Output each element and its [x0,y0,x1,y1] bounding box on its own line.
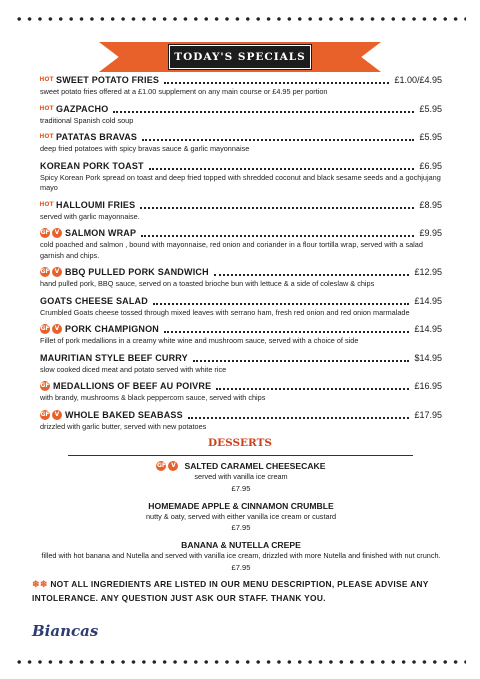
menu-item [40,74,442,98]
dessert-name: HOMEMADE APPLE & CINNAMON CRUMBLE [148,500,334,511]
menu-item-description: served with garlic mayonnaise. [40,211,140,221]
menu-item [40,323,442,347]
dessert-description: nutty & oaty, served with either vanilla ice cream or custard [145,511,337,521]
dessert-name-row [40,539,442,551]
vegetarian-icon: V [52,267,62,277]
dessert-price: £7.95 [231,483,251,493]
dotted-leader [140,201,414,209]
menu-item-description: Fillet of pork medallions in a creamy white wine and mushroom sauce, served with a choice of side [40,336,359,345]
menu-item-name: PORK CHAMPIGNON [65,324,160,334]
menu-item-name: GAZPACHO [56,103,109,114]
menu-item-description: Spicy Korean Pork spread on toast and deep fried topped with shredded coconut and black sesame seeds and a gochjujang mayo [40,172,441,192]
dotted-leader [153,297,410,305]
desserts-divider [68,455,413,456]
desserts-list [40,460,442,579]
menu-item-description: drizzled with garlic butter, served with new potatoes [40,421,207,431]
menu-item-name: SALMON WRAP [65,228,137,238]
dotted-leader [216,382,409,390]
chili-icon: HOT [39,104,54,112]
menu-item-name: MEDALLIONS OF BEEF AU POIVRE [53,381,212,391]
specials-banner [99,42,381,72]
banner-title: TODAY'S SPECIALS [169,45,311,69]
dessert-name: BANANA & NUTELLA CREPE [181,540,301,550]
dessert-name-row [40,460,442,472]
menu-item-name: MAURITIAN STYLE BEEF CURRY [40,352,188,363]
dessert-item [40,500,442,534]
dotted-leader [142,133,414,141]
gluten-free-icon: GF [40,268,50,275]
menu-item [40,266,442,290]
menu-item-icons [40,75,53,85]
desserts-heading: DESSERTS [208,437,272,449]
vegetarian-icon: V [52,228,62,238]
menu-item-description: cold poached and salmon , bound with mayonnaise, red onion and coriander in a flour tortilla wrap, served with a salad garnish and chips. [40,240,423,260]
menu-item [40,409,442,433]
menu-item-price: £14.95 [414,324,442,334]
dessert-icons [156,461,178,471]
menu-item-description: traditional Spanish cold soup [40,115,134,125]
dessert-name: SALTED CARAMEL CHEESECAKE [184,461,326,471]
gluten-free-icon: GF [156,462,166,469]
gluten-free-icon: GF [40,410,50,418]
gluten-free-icon: GF [40,325,50,332]
dotted-leader [149,162,415,170]
menu-item-icons [40,104,53,114]
snowflake-icon: ❄❄ [32,579,48,589]
menu-item-icons [40,200,53,210]
allergy-notice-text: NOT ALL INGREDIENTS ARE LISTED IN OUR MENU DESCRIPTION, PLEASE ADVISE ANY INTOLERANCE. ANY QUESTION JUST ASK OUR STAFF. THANK YOU. [32,579,429,603]
dessert-item [40,539,442,573]
menu-item-name: SWEET POTATO FRIES [56,75,160,85]
menu-item-price: £8.95 [419,199,442,210]
dessert-price: £7.95 [231,523,251,532]
menu-item [40,227,442,261]
menu-item-icons [40,324,62,334]
menu-item [40,199,442,223]
dotted-leader [193,354,410,362]
menu-item-price: £17.95 [414,409,442,420]
menu-item-name: PATATAS BRAVAS [56,132,138,142]
menu-item [40,352,442,376]
menu-item-name: BBQ PULLED PORK SANDWICH [65,267,209,277]
dessert-description: served with vanilla ice cream [194,472,288,481]
menu-item-price: £9.95 [419,228,442,238]
menu-item-icons [40,228,62,238]
menu-item-price: £12.95 [414,267,442,277]
menu-item-price: £14.95 [414,295,442,306]
menu-item-price: £6.95 [419,160,442,171]
menu-item-icons [40,381,50,391]
menu-item-price: $14.95 [414,352,442,363]
dotted-leader [164,76,389,84]
menu-item-icons [40,132,53,142]
restaurant-logo [32,622,98,640]
gluten-free-icon: GF [40,229,50,236]
menu-item-description: hand pulled pork, BBQ sauce, served on a toasted brioche bun with lettuce & a side of coleslaw & chips [40,279,375,288]
dessert-price: £7.95 [231,562,251,572]
allergy-notice [32,577,437,605]
menu-item [40,160,442,194]
menu-item-description: with brandy, mushrooms & black peppercorn sauce, served with chips [40,393,266,402]
menu-item-price: £5.95 [419,103,442,114]
dessert-item [40,460,442,494]
menu-item-icons [40,267,62,277]
menu-item [40,380,442,404]
menu-item-description: slow cooked diced meat and potato served with white rice [40,364,227,374]
menu-item-description: sweet potato fries offered at a £1.00 supplement on any main course or £4.95 per portion [40,87,328,96]
vegetarian-icon: V [168,461,178,471]
top-dotted-border [14,16,466,22]
dotted-leader [141,229,414,237]
menu-item [40,131,442,155]
menu-item-icons [40,410,62,420]
chili-icon: HOT [39,200,54,208]
menu-item-price: £5.95 [419,132,442,142]
bottom-dotted-border [14,659,466,665]
menu-item-name: WHOLE BAKED SEABASS [65,409,183,420]
gluten-free-icon: GF [40,382,50,389]
vegetarian-icon: V [52,410,62,420]
dotted-leader [214,268,410,276]
chili-icon: HOT [39,133,54,140]
menu-item-description: deep fried potatoes with spicy bravas sauce & garlic mayonnaise [40,144,250,153]
dotted-leader [188,411,410,419]
menu-item-price: £1.00/£4.95 [394,75,442,85]
menu-item-price: £16.95 [414,381,442,391]
menu-item-name: KOREAN PORK TOAST [40,160,144,171]
logo-script: Biancas [32,622,99,640]
menu-item [40,295,442,319]
menu-item-name: GOATS CHEESE SALAD [40,295,148,306]
chili-icon: HOT [39,76,54,83]
menu-item [40,103,442,127]
dotted-leader [164,325,409,333]
dessert-name-row [40,500,442,512]
dotted-leader [113,105,414,113]
menu-item-name: HALLOUMI FRIES [56,199,136,210]
dessert-description: filled with hot banana and Nutella and served with vanilla ice cream, drizzled with more Nutella and finished with nut crunch. [41,551,441,560]
specials-list [40,74,442,437]
vegetarian-icon: V [52,324,62,334]
menu-item-description: Crumbled Goats cheese tossed through mixed leaves with serrano ham, fresh red onion and red onion marmalade [40,307,410,317]
